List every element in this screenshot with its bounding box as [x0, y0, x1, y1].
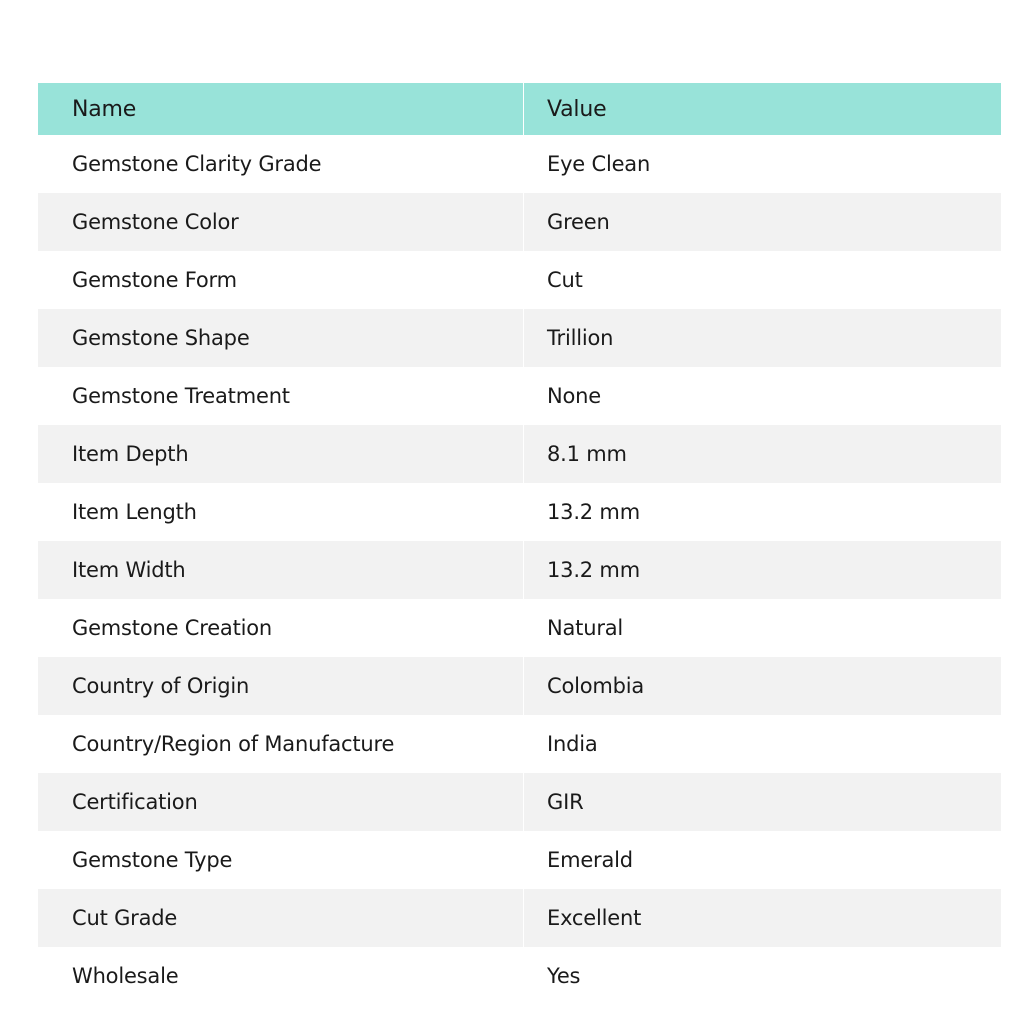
- column-header-name: Name: [72, 96, 137, 122]
- row-name-cell: Gemstone Clarity Grade: [72, 152, 322, 176]
- table-row: [38, 831, 1001, 889]
- row-name-cell: Certification: [72, 790, 198, 814]
- row-name-cell: Country/Region of Manufacture: [72, 732, 395, 756]
- row-value-cell: None: [523, 367, 1001, 425]
- row-name-cell: Gemstone Treatment: [72, 384, 290, 408]
- table-row: [38, 425, 1001, 483]
- table-row: [38, 135, 1001, 193]
- row-name-cell: Gemstone Type: [72, 848, 233, 872]
- table-row: [38, 773, 1001, 831]
- table-header-row: [38, 83, 1001, 135]
- row-value-cell: 13.2 mm: [523, 541, 1001, 599]
- row-name-cell: Cut Grade: [72, 906, 178, 930]
- row-value-cell: 13.2 mm: [523, 483, 1001, 541]
- row-value-cell: Excellent: [523, 889, 1001, 947]
- table-row: [38, 889, 1001, 947]
- row-value-cell: Colombia: [523, 657, 1001, 715]
- row-value-cell: Green: [523, 193, 1001, 251]
- row-value-cell: Natural: [523, 599, 1001, 657]
- row-name-cell: Gemstone Form: [72, 268, 237, 292]
- spec-table: [38, 83, 1001, 1005]
- row-name-cell: Gemstone Color: [72, 210, 239, 234]
- table-row: [38, 599, 1001, 657]
- row-name-cell: Country of Origin: [72, 674, 250, 698]
- table-row: [38, 193, 1001, 251]
- table-row: [38, 367, 1001, 425]
- row-name-cell: Wholesale: [72, 964, 179, 988]
- row-name-cell: Item Length: [72, 500, 197, 524]
- table-row: [38, 947, 1001, 1005]
- table-row: [38, 657, 1001, 715]
- table-row: [38, 715, 1001, 773]
- row-value-cell: GIR: [523, 773, 1001, 831]
- row-value-cell: Trillion: [523, 309, 1001, 367]
- column-header-value: Value: [523, 83, 1001, 135]
- table-row: [38, 251, 1001, 309]
- table-row: [38, 309, 1001, 367]
- row-name-cell: Gemstone Shape: [72, 326, 250, 350]
- table-row: [38, 541, 1001, 599]
- row-value-cell: 8.1 mm: [523, 425, 1001, 483]
- row-name-cell: Item Depth: [72, 442, 189, 466]
- row-value-cell: Cut: [523, 251, 1001, 309]
- row-name-cell: Gemstone Creation: [72, 616, 273, 640]
- row-name-cell: Item Width: [72, 558, 186, 582]
- table-body: [38, 135, 1001, 1005]
- row-value-cell: India: [523, 715, 1001, 773]
- table-row: [38, 483, 1001, 541]
- row-value-cell: Yes: [523, 947, 1001, 1005]
- row-value-cell: Eye Clean: [523, 135, 1001, 193]
- row-value-cell: Emerald: [523, 831, 1001, 889]
